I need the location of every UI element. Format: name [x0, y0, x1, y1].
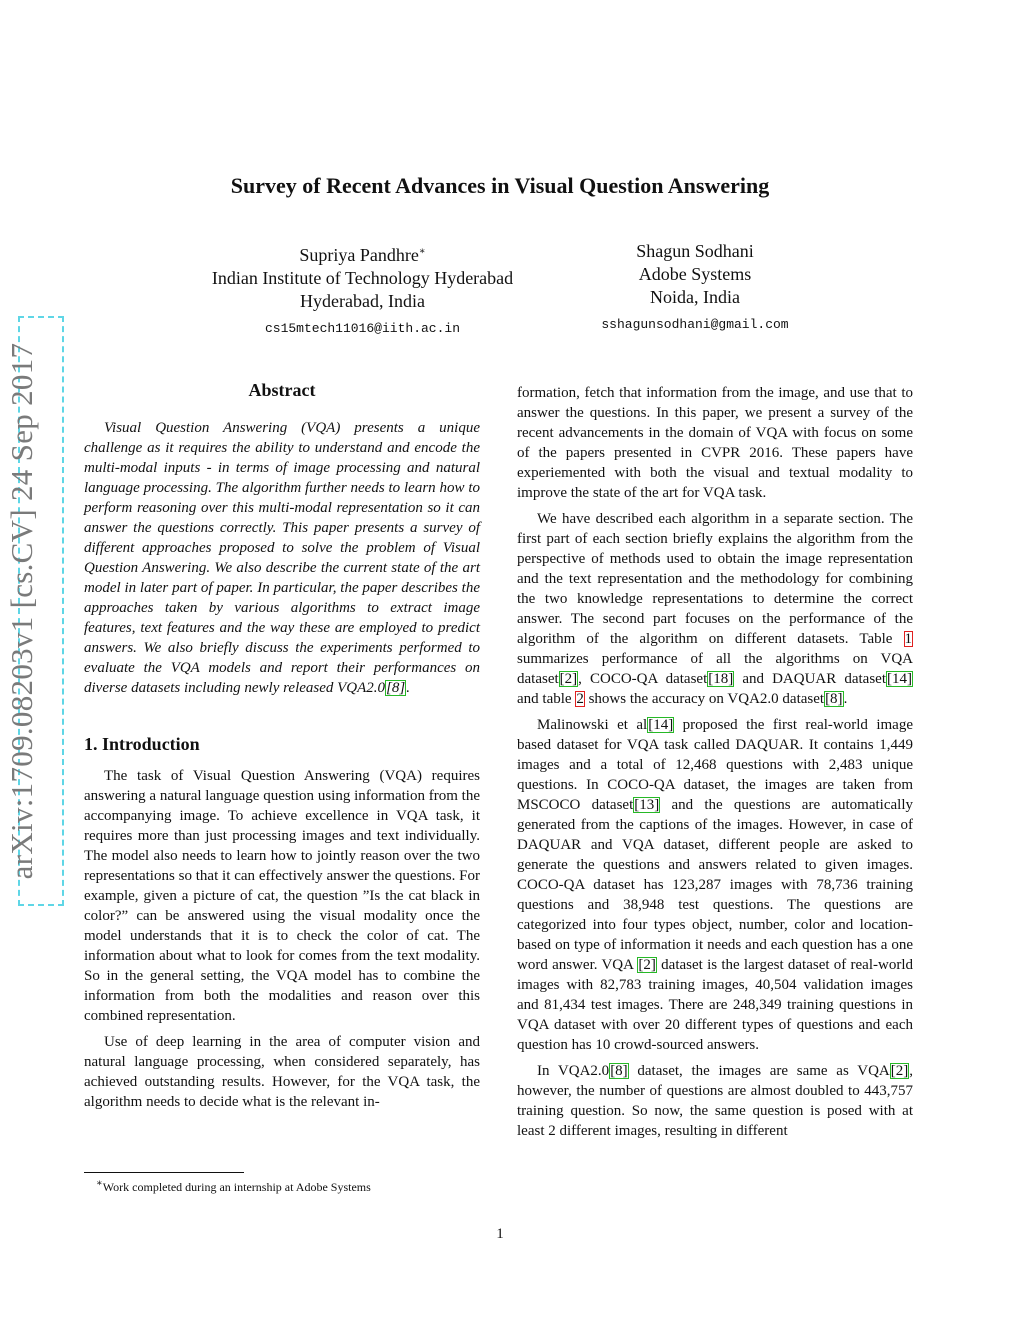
footnote-mark: ∗: [418, 246, 426, 257]
citation-link[interactable]: [8]: [825, 691, 843, 707]
table-ref-link[interactable]: 2: [576, 691, 584, 707]
right-paragraph-2: We have described each algorithm in a separate section. The first part of each section briefly explains the algorithm from the perspective of methods used to obtain the image representation and the text representation and the methodology for combining the two knowledge representations to determine the correct answer. The second part focuses on the performance of the algorithm of the algorithm on different datasets. Table 1 summarizes performance of all the algorithms on VQA dataset[2], COCO-QA dataset[18] and DAQUAR dataset[14] and table 2 shows the accuracy on VQA2.0 dataset[8].: [517, 511, 913, 707]
footnote-rule: [84, 1172, 244, 1173]
author-affiliation: Indian Institute of Technology Hyderabad: [211, 268, 514, 288]
author-location: Noida, India: [650, 287, 740, 307]
table-ref-link[interactable]: 1: [904, 631, 912, 647]
citation-link[interactable]: [2]: [559, 671, 578, 687]
citation-link[interactable]: [2]: [638, 957, 656, 973]
left-column: [84, 380, 480, 1118]
right-column: [517, 383, 913, 1147]
arxiv-stamp[interactable]: arXiv:1709.08203v1 [cs.CV] 24 Sep 2017: [4, 342, 39, 880]
author-email[interactable]: cs15mtech11016@iith.ac.in: [264, 321, 461, 336]
citation-link[interactable]: [8]: [386, 680, 406, 696]
right-paragraph-3: Malinowski et al[14] proposed the first real-world image based dataset for VQA task called DAQUAR. It contains 1,449 images and a total of 12,468 questions with 2,483 unique questions. In COCO-QA dataset, the images are taken from MSCOCO dataset[13] and the questions are automatically generated from the captions of the images. However, in case of DAQUAR and VQA dataset, different people are asked to generate the questions and answers related to given images. COCO-QA dataset has 123,287 images with 78,736 training questions and 38,948 test questions. The questions are categorized into four types object, number, color and location-based on type of information it needs and each question has a one word answer. VQA [2] dataset is the largest dataset of real-world images with 82,783 training images, 40,504 validation images and 81,434 test images. There are 248,349 training questions in VQA dataset with over 20 different types of questions and each question has 10 crowd-sourced answers.: [517, 717, 913, 1053]
intro-paragraph-2: Use of deep learning in the area of computer vision and natural language processing, when considered separately, has achieved outstanding results. However, for the VQA task, the algorithm needs to decide what is the relevant in-: [84, 1034, 480, 1110]
intro-paragraph-1: The task of Visual Question Answering (VQA) requires answering a natural language question using information from the accompanying image. To achieve excellence in VQA task, it requires more than just processing images and text individually. The model also needs to learn how to jointly reason over the two representations so that it can effectively answer the questions. For example, given a picture of cat, the question ”Is the cat black in color?” can be answered using the visual modality once the model understands that it is to check the color of cat. The information about what to look for comes from the text modality. So in the general setting, the VQA model has to combine the information from both the modalities and reason over this combined representation.: [84, 768, 480, 1024]
author-block-1: [180, 240, 545, 340]
citation-link[interactable]: [13]: [634, 797, 660, 813]
author-name: Supriya Pandhre: [299, 245, 419, 265]
footnote-mark: ∗: [96, 1178, 103, 1189]
citation-link[interactable]: [14]: [887, 671, 912, 687]
author-name: Shagun Sodhani: [636, 241, 754, 261]
footnote-text: Work completed during an internship at Adobe Systems: [102, 1180, 371, 1194]
author-email[interactable]: sshagunsodhani@gmail.com: [601, 317, 789, 332]
author-affiliation: Adobe Systems: [638, 264, 752, 284]
right-paragraph-1: formation, fetch that information from the image, and use that to answer the questions. In this paper, we present a survey of the recent advancements in the domain of VQA with focus on some of the papers presented in CVPR 2016. These papers have experiemented with both the visual and textual modality to improve the state of the art for VQA task.: [517, 385, 913, 501]
citation-link[interactable]: [14]: [648, 717, 674, 733]
citation-link[interactable]: [18]: [708, 671, 734, 687]
author-location: Hyderabad, India: [300, 291, 425, 311]
author-block-2: [560, 240, 830, 336]
citation-link[interactable]: [8]: [610, 1063, 628, 1079]
citation-link[interactable]: [2]: [890, 1063, 909, 1079]
paper-title: Survey of Recent Advances in Visual Question Answering: [230, 173, 770, 198]
section-heading-introduction: 1. Introduction: [84, 734, 200, 754]
right-paragraph-4: In VQA2.0[8] dataset, the images are same as VQA[2], however, the number of questions are almost doubled to 443,757 training question. So now, the same question is posed with at least 2 different images, resulting in different: [517, 1063, 913, 1139]
page-number: 1: [496, 1226, 504, 1242]
abstract-heading: Abstract: [248, 380, 316, 400]
abstract-text: Visual Question Answering (VQA) presents a unique challenge as it requires the ability to understand and encode the multi-modal inputs - in terms of image processing and natural language processing. The algorithm further needs to learn how to perform reasoning over this multi-modal representation so it can answer the questions correctly. This paper presents a survey of different approaches proposed to solve the problem of Visual Question Answering. We also describe the current state of the art model in later part of paper. In particular, the paper describes the approaches taken by various algorithms to extract image features, text features and the way these are employed to predict answers. We also briefly discuss the experiments performed to evaluate the VQA models and report their performances on diverse datasets including newly released VQA2.0[8].: [84, 420, 480, 696]
footnote: [96, 1178, 371, 1195]
